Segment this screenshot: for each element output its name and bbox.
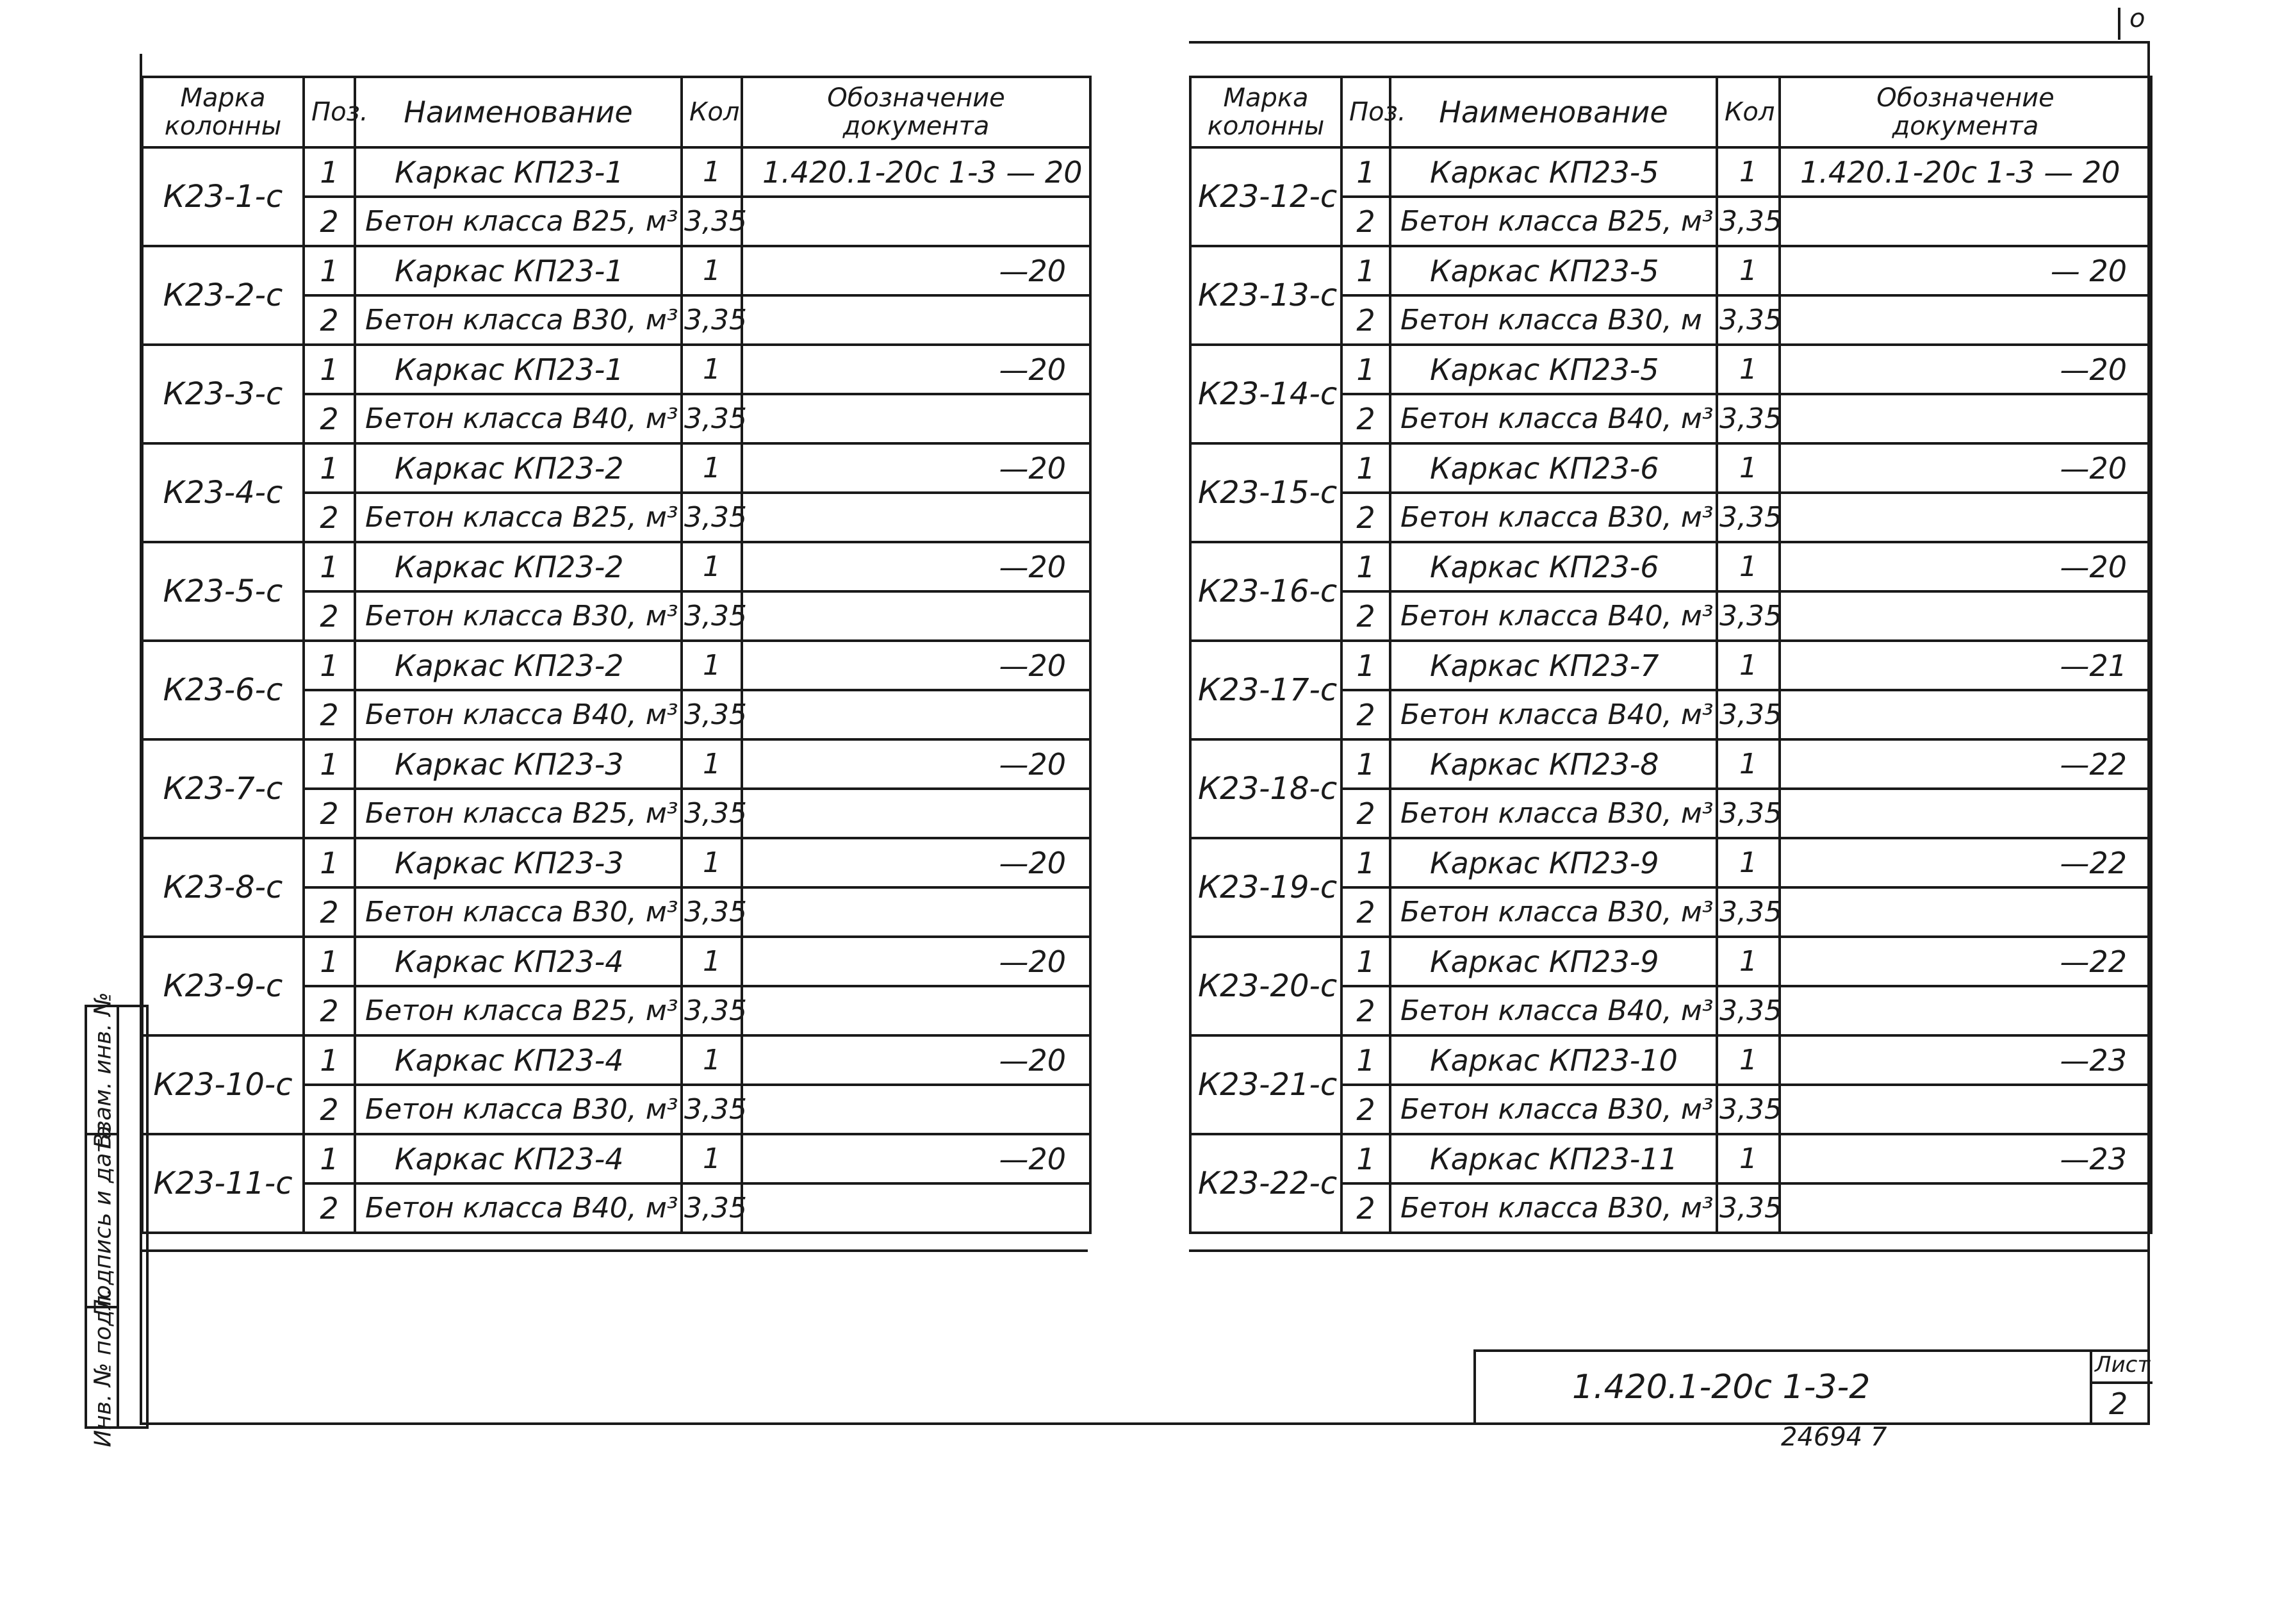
quantity: 3,35	[1717, 690, 1780, 739]
replaces-inv-cell	[87, 991, 119, 1149]
quantity: 3,35	[1717, 197, 1780, 246]
quantity: 1	[1717, 1134, 1780, 1183]
concrete-name: Бетон класса В30, м³	[1390, 493, 1717, 542]
document-ref: 1.420.1-20с 1-3 — 20	[1780, 147, 2151, 197]
column-mark: К23-4-с	[142, 443, 304, 542]
frame-top-line	[1189, 41, 2150, 44]
document-ref-empty	[742, 789, 1090, 838]
document-ref-empty	[1780, 591, 2151, 641]
document-ref: —20	[742, 542, 1090, 591]
table-row	[142, 147, 1090, 197]
document-ref-empty	[742, 591, 1090, 641]
position-number: 2	[1341, 493, 1390, 542]
quantity: 1	[682, 345, 742, 394]
table-row	[1190, 345, 2151, 394]
quantity: 3,35	[1717, 789, 1780, 838]
header-doc: Обозначение документа	[742, 77, 1090, 147]
position-number: 2	[304, 789, 355, 838]
position-number: 2	[304, 197, 355, 246]
quantity: 3,35	[682, 789, 742, 838]
inv-no-cell	[87, 1287, 119, 1447]
inv-no-label: Инв. № подл.	[90, 1287, 117, 1447]
quantity: 1	[682, 542, 742, 591]
document-ref: —20	[742, 739, 1090, 789]
column-mark: К23-14-с	[1190, 345, 1341, 443]
concrete-name: Бетон класса В25, м³	[355, 493, 682, 542]
position-number: 1	[1341, 739, 1390, 789]
document-ref-empty	[742, 197, 1090, 246]
column-mark: К23-2-с	[142, 246, 304, 345]
quantity: 3,35	[1717, 394, 1780, 443]
quantity: 1	[682, 641, 742, 690]
position-number: 1	[304, 1035, 355, 1085]
frame-name: Каркас КП23-4	[355, 937, 682, 986]
document-ref-empty	[1780, 197, 2151, 246]
column-mark: К23-13-с	[1190, 246, 1341, 345]
frame-name: Каркас КП23-1	[355, 345, 682, 394]
frame-left-mid-line	[140, 1249, 1088, 1252]
quantity: 3,35	[682, 394, 742, 443]
frame-name: Каркас КП23-9	[1390, 838, 1717, 887]
position-number: 1	[1341, 937, 1390, 986]
concrete-name: Бетон класса В30, м³	[355, 295, 682, 345]
frame-name: Каркас КП23-4	[355, 1134, 682, 1183]
frame-name: Каркас КП23-10	[1390, 1035, 1717, 1085]
concrete-name: Бетон класса В40, м³	[355, 394, 682, 443]
table-row	[142, 443, 1090, 493]
document-designation: 1.420.1-20с 1-3-2	[1572, 1368, 1871, 1406]
document-ref: —20	[742, 641, 1090, 690]
position-number: 1	[304, 542, 355, 591]
header-mark: Марка колонны	[142, 77, 304, 147]
sheet-divider	[2092, 1381, 2152, 1384]
document-ref-empty	[1780, 493, 2151, 542]
document-ref-empty	[1780, 295, 2151, 345]
column-mark: К23-11-с	[142, 1134, 304, 1233]
document-ref: —20	[1780, 542, 2151, 591]
quantity: 1	[1717, 937, 1780, 986]
header-doc: Обозначение документа	[1780, 77, 2151, 147]
position-number: 1	[304, 838, 355, 887]
document-ref: —20	[1780, 345, 2151, 394]
quantity: 3,35	[1717, 493, 1780, 542]
column-mark: К23-18-с	[1190, 739, 1341, 838]
position-number: 2	[1341, 591, 1390, 641]
document-ref: —20	[742, 838, 1090, 887]
quantity: 1	[682, 1035, 742, 1085]
document-ref-empty	[1780, 986, 2151, 1035]
column-mark: К23-20-с	[1190, 937, 1341, 1035]
position-number: 1	[304, 1134, 355, 1183]
frame-name: Каркас КП23-5	[1390, 345, 1717, 394]
position-number: 1	[1341, 641, 1390, 690]
table-row	[142, 542, 1090, 591]
column-mark: К23-12-с	[1190, 147, 1341, 246]
position-number: 2	[304, 1085, 355, 1134]
position-number: 2	[1341, 295, 1390, 345]
header-pos: Поз.	[304, 77, 355, 147]
document-ref-empty	[1780, 1183, 2151, 1233]
frame-name: Каркас КП23-6	[1390, 443, 1717, 493]
quantity: 1	[1717, 1035, 1780, 1085]
frame-name: Каркас КП23-5	[1390, 246, 1717, 295]
document-ref-empty	[742, 1085, 1090, 1134]
header-row	[1190, 77, 2151, 147]
table-row	[1190, 641, 2151, 690]
table-row	[1190, 838, 2151, 887]
position-number: 1	[1341, 1134, 1390, 1183]
frame-name: Каркас КП23-2	[355, 641, 682, 690]
quantity: 1	[1717, 838, 1780, 887]
quantity: 3,35	[682, 887, 742, 937]
header-name: Наименование	[1390, 77, 1717, 147]
sheet-number: 2	[2109, 1387, 2128, 1421]
replaces-inv-label: Взам. инв. №	[90, 991, 117, 1149]
corner-tick	[2118, 8, 2120, 40]
position-number: 2	[1341, 887, 1390, 937]
position-number: 1	[304, 641, 355, 690]
document-ref: —20	[742, 443, 1090, 493]
column-mark: К23-19-с	[1190, 838, 1341, 937]
document-ref-empty	[1780, 1085, 2151, 1134]
column-mark: К23-3-с	[142, 345, 304, 443]
frame-name: Каркас КП23-7	[1390, 641, 1717, 690]
quantity: 3,35	[1717, 1085, 1780, 1134]
corner-mark: о	[2129, 4, 2145, 33]
position-number: 1	[1341, 1035, 1390, 1085]
position-number: 1	[1341, 443, 1390, 493]
document-ref: —21	[1780, 641, 2151, 690]
quantity: 1	[1717, 542, 1780, 591]
position-number: 1	[304, 937, 355, 986]
quantity: 1	[1717, 443, 1780, 493]
table-row	[142, 246, 1090, 295]
document-ref-empty	[1780, 690, 2151, 739]
quantity: 3,35	[682, 1085, 742, 1134]
position-number: 1	[1341, 345, 1390, 394]
frame-name: Каркас КП23-3	[355, 838, 682, 887]
document-ref: —20	[742, 345, 1090, 394]
position-number: 2	[1341, 986, 1390, 1035]
table-row	[1190, 1035, 2151, 1085]
position-number: 2	[1341, 394, 1390, 443]
title-block	[1473, 1349, 2101, 1422]
column-mark: К23-21-с	[1190, 1035, 1341, 1134]
concrete-name: Бетон класса В30, м³	[1390, 789, 1717, 838]
header-name: Наименование	[355, 77, 682, 147]
concrete-name: Бетон класса В30, м³	[1390, 887, 1717, 937]
position-number: 1	[1341, 147, 1390, 197]
column-mark: К23-5-с	[142, 542, 304, 641]
table-row	[142, 838, 1090, 887]
table-row	[142, 1134, 1090, 1183]
concrete-name: Бетон класса В30, м³	[355, 887, 682, 937]
document-ref-empty	[1780, 887, 2151, 937]
document-ref: —22	[1780, 739, 2151, 789]
column-mark: К23-22-с	[1190, 1134, 1341, 1233]
binding-strip	[85, 991, 149, 1447]
concrete-name: Бетон класса В40, м³	[355, 690, 682, 739]
document-ref-empty	[742, 1183, 1090, 1233]
position-number: 1	[304, 739, 355, 789]
column-mark: К23-10-с	[142, 1035, 304, 1134]
concrete-name: Бетон класса В25, м³	[1390, 197, 1717, 246]
document-ref: — 20	[1780, 246, 2151, 295]
quantity: 1	[682, 838, 742, 887]
sheet-box	[2090, 1349, 2150, 1422]
table-row	[1190, 739, 2151, 789]
position-number: 1	[1341, 246, 1390, 295]
table-row	[142, 937, 1090, 986]
document-ref: —23	[1780, 1035, 2151, 1085]
column-mark: К23-9-с	[142, 937, 304, 1035]
document-ref: —20	[742, 1134, 1090, 1183]
table-row	[1190, 1134, 2151, 1183]
table-row	[142, 641, 1090, 690]
quantity: 3,35	[1717, 986, 1780, 1035]
frame-name: Каркас КП23-1	[355, 147, 682, 197]
frame-mid-line	[1189, 1249, 2150, 1252]
column-mark: К23-1-с	[142, 147, 304, 246]
quantity: 1	[682, 739, 742, 789]
document-ref: —20	[742, 937, 1090, 986]
header-pos: Поз.	[1341, 77, 1390, 147]
concrete-name: Бетон класса В30, м³	[355, 591, 682, 641]
right-spec-table	[1189, 76, 2152, 1234]
signature-date-label: Подпись и дата	[90, 1124, 117, 1317]
frame-name: Каркас КП23-2	[355, 443, 682, 493]
position-number: 2	[304, 591, 355, 641]
table-row	[142, 345, 1090, 394]
document-ref-empty	[1780, 394, 2151, 443]
document-ref: —20	[1780, 443, 2151, 493]
table-row	[142, 739, 1090, 789]
quantity: 3,35	[682, 591, 742, 641]
header-mark: Марка колонны	[1190, 77, 1341, 147]
table-row	[1190, 542, 2151, 591]
header-qty: Кол	[1717, 77, 1780, 147]
document-ref: —22	[1780, 838, 2151, 887]
signature-date-cell	[87, 1124, 119, 1317]
position-number: 2	[1341, 1183, 1390, 1233]
position-number: 1	[1341, 838, 1390, 887]
column-mark: К23-7-с	[142, 739, 304, 838]
left-spec-table	[141, 76, 1092, 1234]
column-mark: К23-6-с	[142, 641, 304, 739]
position-number: 1	[304, 345, 355, 394]
quantity: 1	[682, 937, 742, 986]
sheet-label: Лист	[2095, 1352, 2151, 1378]
document-ref: —22	[1780, 937, 2151, 986]
concrete-name: Бетон класса В40, м³	[1390, 690, 1717, 739]
position-number: 2	[1341, 690, 1390, 739]
quantity: 1	[682, 1134, 742, 1183]
position-number: 2	[1341, 1085, 1390, 1134]
quantity: 3,35	[1717, 591, 1780, 641]
document-ref: 1.420.1-20с 1-3 — 20	[742, 147, 1090, 197]
quantity: 1	[1717, 147, 1780, 197]
quantity: 3,35	[682, 197, 742, 246]
concrete-name: Бетон класса В40, м³	[1390, 394, 1717, 443]
concrete-name: Бетон класса В40, м³	[1390, 591, 1717, 641]
document-ref: —20	[742, 246, 1090, 295]
quantity: 3,35	[682, 986, 742, 1035]
quantity: 3,35	[1717, 887, 1780, 937]
concrete-name: Бетон класса В25, м³	[355, 986, 682, 1035]
quantity: 3,35	[1717, 295, 1780, 345]
frame-name: Каркас КП23-4	[355, 1035, 682, 1085]
quantity: 1	[1717, 345, 1780, 394]
quantity: 3,35	[682, 493, 742, 542]
quantity: 1	[1717, 739, 1780, 789]
position-number: 2	[304, 887, 355, 937]
position-number: 1	[1341, 542, 1390, 591]
concrete-name: Бетон класса В30, м³	[1390, 1085, 1717, 1134]
column-mark: К23-15-с	[1190, 443, 1341, 542]
position-number: 2	[1341, 789, 1390, 838]
table-row	[142, 1035, 1090, 1085]
document-ref-empty	[742, 295, 1090, 345]
position-number: 2	[304, 690, 355, 739]
header-qty: Кол	[682, 77, 742, 147]
concrete-name: Бетон класса В30, м³	[1390, 1183, 1717, 1233]
frame-name: Каркас КП23-6	[1390, 542, 1717, 591]
position-number: 2	[304, 1183, 355, 1233]
header-row	[142, 77, 1090, 147]
concrete-name: Бетон класса В40, м³	[1390, 986, 1717, 1035]
quantity: 3,35	[1717, 1183, 1780, 1233]
frame-name: Каркас КП23-2	[355, 542, 682, 591]
position-number: 1	[304, 147, 355, 197]
quantity: 3,35	[682, 690, 742, 739]
table-row	[1190, 443, 2151, 493]
position-number: 2	[304, 295, 355, 345]
document-ref-empty	[742, 493, 1090, 542]
position-number: 2	[304, 394, 355, 443]
table-row	[1190, 246, 2151, 295]
position-number: 2	[304, 986, 355, 1035]
document-ref-empty	[742, 887, 1090, 937]
document-ref: —20	[742, 1035, 1090, 1085]
column-mark: К23-16-с	[1190, 542, 1341, 641]
column-mark: К23-17-с	[1190, 641, 1341, 739]
position-number: 2	[1341, 197, 1390, 246]
table-row	[1190, 937, 2151, 986]
quantity: 1	[1717, 246, 1780, 295]
table-row	[1190, 147, 2151, 197]
quantity: 1	[682, 147, 742, 197]
position-number: 2	[304, 493, 355, 542]
frame-name: Каркас КП23-1	[355, 246, 682, 295]
document-ref-empty	[1780, 789, 2151, 838]
archive-number: 24694 7	[1781, 1422, 1887, 1452]
concrete-name: Бетон класса В30, м	[1390, 295, 1717, 345]
document-ref-empty	[742, 690, 1090, 739]
concrete-name: Бетон класса В40, м³	[355, 1183, 682, 1233]
position-number: 1	[304, 443, 355, 493]
frame-name: Каркас КП23-9	[1390, 937, 1717, 986]
position-number: 1	[304, 246, 355, 295]
frame-name: Каркас КП23-8	[1390, 739, 1717, 789]
quantity: 1	[682, 443, 742, 493]
frame-name: Каркас КП23-5	[1390, 147, 1717, 197]
quantity: 1	[1717, 641, 1780, 690]
document-ref-empty	[742, 986, 1090, 1035]
frame-name: Каркас КП23-11	[1390, 1134, 1717, 1183]
frame-name: Каркас КП23-3	[355, 739, 682, 789]
concrete-name: Бетон класса В25, м³	[355, 197, 682, 246]
quantity: 3,35	[682, 295, 742, 345]
quantity: 1	[682, 246, 742, 295]
document-ref: —23	[1780, 1134, 2151, 1183]
column-mark: К23-8-с	[142, 838, 304, 937]
concrete-name: Бетон класса В30, м³	[355, 1085, 682, 1134]
quantity: 3,35	[682, 1183, 742, 1233]
concrete-name: Бетон класса В25, м³	[355, 789, 682, 838]
document-ref-empty	[742, 394, 1090, 443]
